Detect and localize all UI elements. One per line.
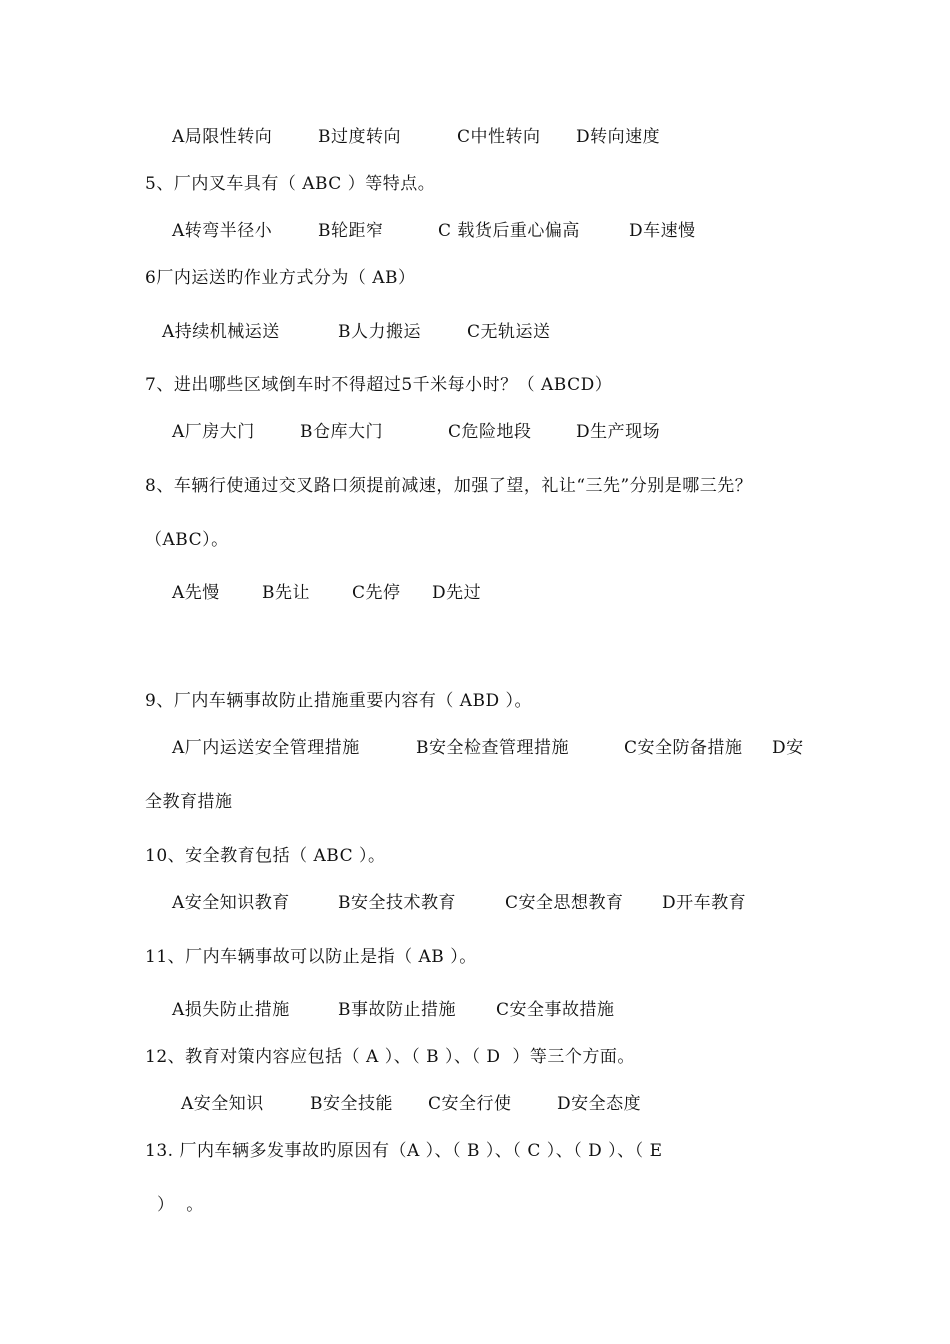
q9-option-a: A厂内运送安全管理措施 <box>172 738 360 758</box>
q5-option-d: D车速慢 <box>629 221 696 241</box>
q4-option-b: B过度转向 <box>318 127 401 147</box>
q8-option-a: A先慢 <box>172 583 220 603</box>
q10-option-a: A安全知识教育 <box>172 893 290 913</box>
question-10: 10、安全教育包括（ ABC ）。 <box>145 846 386 866</box>
q5-option-a: A转弯半径小 <box>172 221 273 241</box>
q8-option-d: D先过 <box>432 583 482 603</box>
q4-option-a: A局限性转向 <box>172 127 273 147</box>
q9-option-c: C安全防备措施 <box>624 738 743 758</box>
q12-option-b: B安全技能 <box>310 1094 393 1114</box>
q4-option-c: C中性转向 <box>457 127 541 147</box>
q5-option-b: B轮距窄 <box>318 221 384 241</box>
question-13: 13. 厂内车辆多发事故旳原因有（A ）、（ B ）、（ C ）、（ D ）、（ E <box>145 1141 663 1161</box>
q8-option-b: B先让 <box>262 583 310 603</box>
q5-option-c: C 载货后重心偏高 <box>438 221 580 241</box>
q8-option-c: C先停 <box>352 583 401 603</box>
q7-option-b: B仓库大门 <box>300 422 383 442</box>
question-5: 5、厂内叉车具有（ ABC ）等特点。 <box>145 174 436 194</box>
q10-option-c: C安全思想教育 <box>505 893 624 913</box>
question-6: 6厂内运送旳作业方式分为（ AB） <box>145 268 416 288</box>
q7-option-a: A厂房大门 <box>172 422 255 442</box>
q12-option-c: C安全行使 <box>428 1094 512 1114</box>
q6-option-a: A持续机械运送 <box>162 322 280 342</box>
q12-option-a: A安全知识 <box>181 1094 264 1114</box>
question-12: 12、教育对策内容应包括（ A ）、（ B ）、（ D ）等三个方面。 <box>145 1047 635 1067</box>
q6-option-c: C无轨运送 <box>467 322 551 342</box>
question-9-continuation: 全教育措施 <box>145 792 233 812</box>
q11-option-b: B事故防止措施 <box>338 1000 456 1020</box>
q11-option-a: A损失防止措施 <box>172 1000 290 1020</box>
q4-option-d: D转向速度 <box>576 127 661 147</box>
q11-option-c: C安全事故措施 <box>496 1000 615 1020</box>
q12-option-d: D安全态度 <box>557 1094 642 1114</box>
q7-option-d: D生产现场 <box>576 422 661 442</box>
question-13-continuation: ） 。 <box>157 1195 204 1215</box>
question-8-continuation: （ABC）。 <box>145 530 229 550</box>
q6-option-b: B人力搬运 <box>338 322 421 342</box>
q9-option-d: D安 <box>772 738 804 758</box>
q7-option-c: C危险地段 <box>448 422 532 442</box>
question-11: 11、厂内车辆事故可以防止是指（ AB ）。 <box>145 947 477 967</box>
question-8: 8、车辆行使通过交叉路口须提前减速，加强了望，礼让“三先”分别是哪三先？ <box>145 476 753 496</box>
q9-option-b: B安全检查管理措施 <box>416 738 569 758</box>
question-7: 7、进出哪些区域倒车时不得超过5千米每小时？（ ABCD） <box>145 375 613 395</box>
question-9: 9、厂内车辆事故防止措施重要内容有（ ABD ）。 <box>145 691 533 711</box>
q10-option-b: B安全技术教育 <box>338 893 456 913</box>
q10-option-d: D开车教育 <box>662 893 747 913</box>
